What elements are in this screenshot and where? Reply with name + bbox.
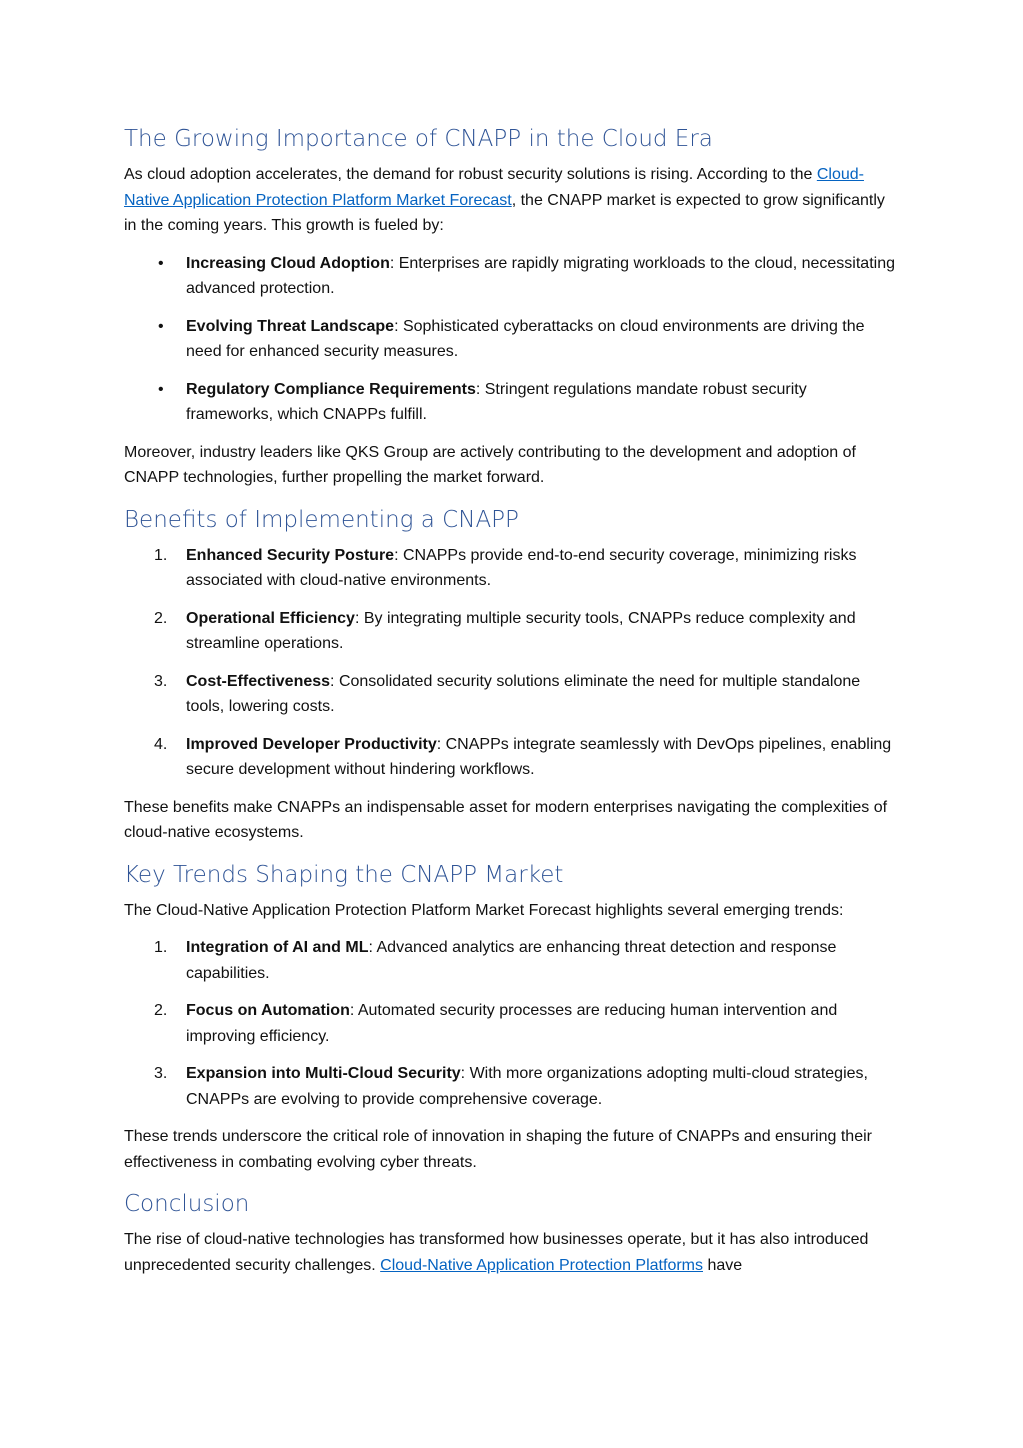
intro-text-before: As cloud adoption accelerates, the demand for robust security solutions is rising. According to the (124, 166, 817, 183)
bullet-marker: • (158, 380, 164, 398)
list-item-text: : Sophisticated cyberattacks on cloud environments are driving the need for enhanced security measures. (186, 317, 865, 360)
list-item (124, 669, 896, 720)
list-item-text: : CNAPPs integrate seamlessly with DevOps pipelines, enabling secure development without hindering workflows. (186, 735, 892, 778)
list-item-title: Focus on Automation (186, 1002, 350, 1019)
growth-factors-list (124, 251, 896, 428)
cnapp-link[interactable]: Cloud-Native Application Protection Platforms (380, 1256, 703, 1274)
paragraph-conclusion (124, 1227, 896, 1278)
heading-growing-importance: The Growing Importance of CNAPP in the Cloud Era (124, 126, 713, 152)
heading-benefits: Benefits of Implementing a CNAPP (124, 506, 519, 533)
intro-text-after: , the CNAPP market is expected to grow significantly in the coming years. This growth is fueled by: (124, 191, 885, 234)
list-item (124, 543, 896, 594)
list-item-title: Integration of AI and ML (186, 939, 369, 956)
list-number: 3. (154, 1065, 168, 1082)
bullet-marker: • (158, 317, 164, 335)
market-forecast-link[interactable]: Cloud-Native Application Protection Platform Market Forecast (124, 166, 864, 209)
list-item-title: Evolving Threat Landscape (186, 317, 395, 335)
conclusion-text-after: have (703, 1256, 743, 1274)
list-number: 4. (154, 735, 168, 753)
list-item (124, 935, 896, 986)
benefits-list (124, 543, 896, 783)
list-item-text: : Automated security processes are reducing human intervention and improving efficiency. (186, 1002, 838, 1045)
document-body (124, 124, 896, 1290)
heading-key-trends: Key Trends Shaping the CNAPP Market (124, 861, 564, 888)
list-item-title: Regulatory Compliance Requirements (186, 380, 476, 398)
heading-conclusion: Conclusion (124, 1191, 250, 1217)
list-item (124, 998, 896, 1049)
list-item-title: Expansion into Multi-Cloud Security (186, 1065, 461, 1082)
list-number: 2. (154, 609, 168, 627)
list-item-text: : By integrating multiple security tools, CNAPPs reduce complexity and streamline operations. (186, 609, 856, 652)
list-item (124, 314, 896, 365)
paragraph-qks-group: Moreover, industry leaders like QKS Group are actively contributing to the development and adoption of CNAPP technologies, further propelling the market forward. (124, 443, 856, 486)
list-item (124, 251, 896, 302)
list-item-text: : Advanced analytics are enhancing threat detection and response capabilities. (186, 939, 837, 982)
paragraph-trends-summary: These trends underscore the critical role of innovation in shaping the future of CNAPPs and ensuring their effectiveness in combating evolving cyber threats. (124, 1128, 872, 1171)
list-number: 2. (154, 1002, 168, 1019)
list-item (124, 377, 896, 428)
list-item-text: : With more organizations adopting multi-cloud strategies, CNAPPs are evolving to provide comprehensive coverage. (186, 1065, 868, 1108)
list-item-text: : Consolidated security solutions eliminate the need for multiple standalone tools, lowering costs. (186, 672, 861, 715)
list-item-title: Improved Developer Productivity (186, 735, 437, 753)
paragraph-intro (124, 162, 896, 239)
list-number: 1. (154, 546, 168, 564)
conclusion-text-before: The rise of cloud-native technologies has transformed how businesses operate, but it has also introduced unprecedented security challenges. (124, 1231, 869, 1274)
list-item-text: : Enterprises are rapidly migrating workloads to the cloud, necessitating advanced protection. (186, 254, 895, 297)
list-item (124, 732, 896, 783)
paragraph-benefits-summary: These benefits make CNAPPs an indispensable asset for modern enterprises navigating the complexities of cloud-native ecosystems. (124, 798, 888, 841)
list-number: 3. (154, 672, 168, 690)
list-item-text: : Stringent regulations mandate robust security frameworks, which CNAPPs fulfill. (186, 380, 807, 423)
list-item-title: Cost-Effectiveness (186, 672, 331, 690)
list-item-text: : CNAPPs provide end-to-end security coverage, minimizing risks associated with cloud-native environments. (186, 546, 857, 589)
list-item-title: Enhanced Security Posture (186, 546, 395, 564)
trends-list (124, 935, 896, 1112)
list-item (124, 606, 896, 657)
bullet-marker: • (158, 254, 164, 272)
list-number: 1. (154, 939, 168, 956)
list-item-title: Increasing Cloud Adoption (186, 254, 390, 272)
paragraph-trends-intro: The Cloud-Native Application Protection Platform Market Forecast highlights several emerging trends: (124, 901, 844, 919)
list-item-title: Operational Efficiency (186, 609, 355, 627)
list-item (124, 1061, 896, 1112)
